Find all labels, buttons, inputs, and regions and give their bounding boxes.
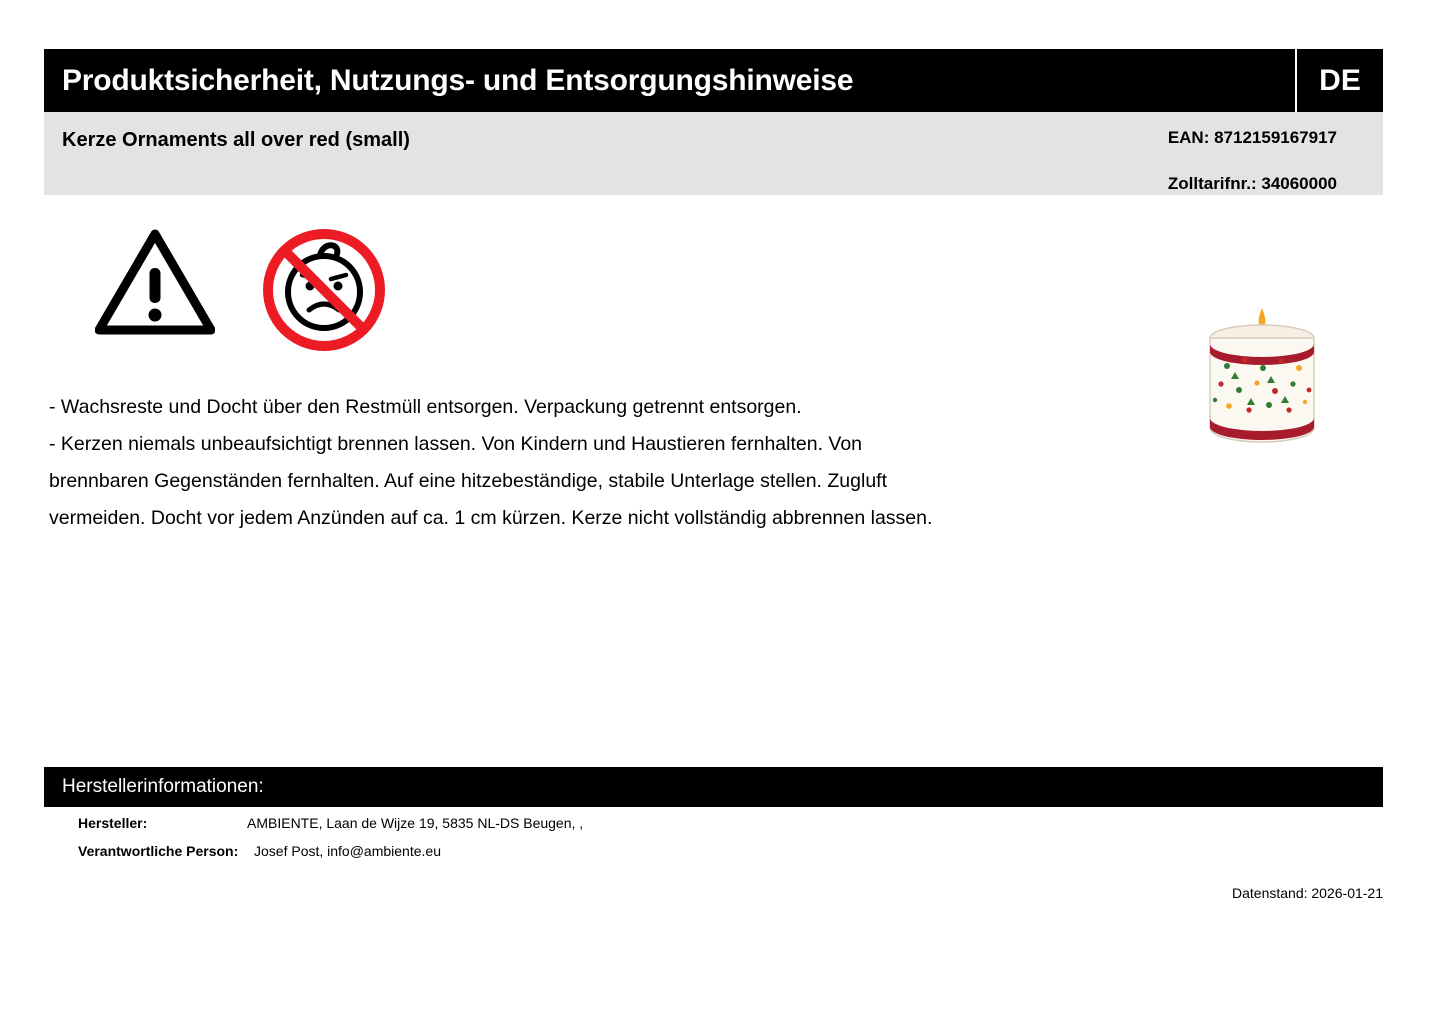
table-row [44, 843, 1383, 871]
responsible-person-label: Verantwortliche Person: [78, 843, 239, 859]
datestamp: Datenstand: 2026-01-21 [1232, 885, 1383, 901]
ean-code: EAN: 8712159167917 [1167, 128, 1337, 147]
page-title: Produktsicherheit, Nutzungs- und Entsorgungshinweise [62, 63, 854, 97]
instruction-line-1: - Wachsreste und Docht über den Restmüll entsorgen. Verpackung getrennt entsorgen. [49, 396, 802, 418]
manufacturer-section-title: Herstellerinformationen: [44, 767, 1383, 807]
manufacturer-details [44, 815, 1383, 871]
safety-instructions [49, 390, 1109, 538]
language-badge: DE [1295, 49, 1383, 112]
instruction-line-2: - Kerzen niemals unbeaufsichtigt brennen lassen. Von Kindern und Haustieren fernhalten. Von [49, 433, 863, 455]
product-info-band [44, 112, 1383, 195]
customs-tariff-number: Zolltarifnr.: 34060000 [1167, 174, 1337, 193]
manufacturer-label: Hersteller: [78, 815, 148, 831]
responsible-person-value: Josef Post, info@ambiente.eu [254, 843, 441, 859]
warning-triangle-icon [95, 228, 215, 341]
no-children-icon [262, 228, 386, 357]
instruction-line-4: vermeiden. Docht vor jedem Anzünden auf ca. 1 cm kürzen. Kerze nicht vollständig abbrennen lassen. [49, 507, 933, 529]
product-name: Kerze Ornaments all over red (small) [62, 129, 410, 151]
table-row [44, 815, 1383, 843]
document-header [44, 49, 1383, 112]
instruction-line-3: brennbaren Gegenständen fernhalten. Auf eine hitzebeständige, stabile Unterlage stellen. Zugluft [49, 470, 887, 492]
product-photo [1185, 288, 1340, 463]
pictogram-group [95, 228, 386, 357]
manufacturer-value: AMBIENTE, Laan de Wijze 19, 5835 NL-DS Beugen, , [247, 815, 584, 831]
